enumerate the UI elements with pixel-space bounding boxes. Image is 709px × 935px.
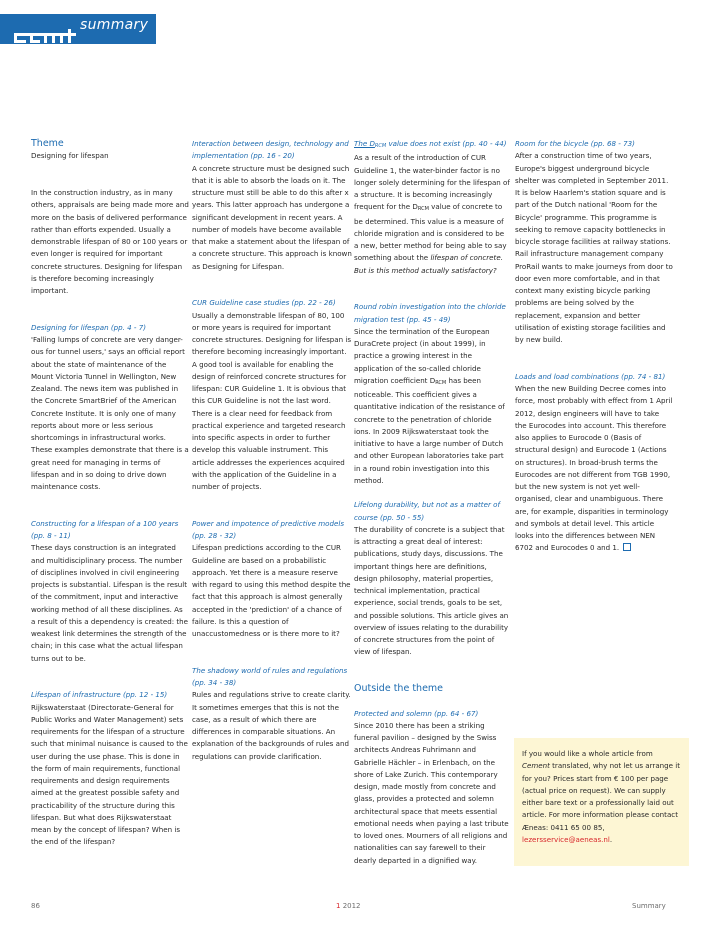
theme-subtitle: Designing for lifespan: [31, 151, 109, 161]
page-number: 86: [31, 902, 40, 910]
article-text: After a construction time of two years, Europe's biggest underground bicycle shelter was completed in September 2011. It is below Haarlem's station square and is part of the Dutch national 'Room for the Bicycle' programme. This programme is seeking to remove capacity bottlenecks in bicycle storage facilities at railway stations. Rail infrastructure management company ProRail wants to make journeys from door to door even more comfortable, and in that context many existing bicycle parking problems are being solved by the replacement, expansion and better utilisation of existing storage facilities and by new build.: [515, 151, 673, 344]
translation-info-box: [514, 738, 689, 866]
section-label: Summary: [632, 902, 666, 910]
cement-logo-icon: [14, 29, 76, 43]
info-text: If you would like a whole article from Cement translated, why not let us arrange it for you? Prices start from € 100 per page (actual price on request). We can supply either bare text or a professionally laid out article. For more information please contact Æneas: 0411 65 00 85, lezersservice@aeneas.nl.: [522, 749, 681, 844]
article-title: CUR Guideline case studies (pp. 22 - 26): [192, 298, 336, 308]
intro-text: In the construction industry, as in many others, appraisals are being made more and more on the basis of delivered performance rather than efforts expended. Usually a demonstrable lifespan of 80 or 100 years or even longer is required for important concrete structures. Designing for lifespan is therefore becoming increasingly important.: [31, 188, 189, 295]
article-text: Lifespan predictions according to the CUR Guideline are based on a probabilistic approach. Yet there is a measure reserve with regard to using this method despite the fact that this approach is almost generally accepted in the 'prediction' of a chance of failure. Is this a question of unaccustomedness or is there more to it?: [192, 543, 351, 638]
column-4: [515, 138, 673, 555]
article-text: The durability of concrete is a subject that is attracting a great deal of interest: publications, study days, discussions. The important things here are definitions, design philosophy, material properties, technical implementation, practical experience, social trends, goals to be set, and possible solutions. This article gives an overview of issues relating to the durability of concrete structures from the point of view of lifespan.: [354, 524, 509, 657]
article-text: These days construction is an integrated and multidisciplinary process. The number of disciplines involved in civil engineering projects is substantial. Lifespan is the result of the commitment, input and interactive working method of all these disciplines. As a result of this a dependency is created: the weakest link determines the strength of the chain; in this case what the actual lifespan turns out to be.: [31, 543, 188, 663]
article-text: Since the termination of the European DuraCrete project (in about 1999), in practice a growing interest in the application of the so-called chloride migration coefficient DRCM has been noticeable. This coefficient gives a quantitative indication of the resistance of concrete to the penetration of chloride ions. In 2009 Rijkswaterstaat took the initiative to have a large number of Dutch and other European laboratories take part in a round robin investigation into this method.: [354, 326, 505, 485]
article-title: Lifespan of infrastructure (pp. 12 - 15): [31, 690, 168, 700]
article-text: Since 2010 there has been a striking funeral pavilion – designed by the Swiss architects Andreas Fuhrimann and Gabrielle Hächler – in Erlenbach, on the shore of Lake Zurich. This contemporary design, made mostly from concrete and glass, provides a protected and solemn architectural space that meets essential emotional needs when paying a last tribute to loved ones. Mourners of all religions and nationalities can say farewell to their dearly departed in a dignified way.: [354, 720, 509, 865]
end-mark-icon: [623, 543, 631, 551]
article-title: Round robin investigation into the chloride migration test (pp. 45 - 49): [354, 302, 506, 324]
article-text: A concrete structure must be designed such that it is able to absorb the loads on it. The structure must still be able to do this after x years. This latter approach has undergone a significant development in recent years. A number of models have become available that make a statement about the lifespan of a concrete structure. This approach is known as Designing for Lifespan.: [192, 163, 352, 271]
header-word: summary: [80, 17, 149, 33]
article-title: Room for the bicycle (pp. 68 - 73): [515, 139, 635, 148]
column-1: [31, 138, 189, 849]
article-title: Interaction between design, technology and implementation (pp. 16 - 20): [192, 139, 349, 161]
article-title: Constructing for a lifespan of a 100 years (pp. 8 - 11): [31, 518, 179, 540]
article-title: Designing for lifespan (pp. 4 - 7): [31, 322, 146, 332]
article-title: Lifelong durability, but not as a matter of course (pp. 50 - 55): [354, 500, 500, 522]
article-text: 'Falling lumps of concrete are very danger-ous for tunnel users,' says an official report about the state of maintenance of the Mount Victoria Tunnel in Wellington, New Zealand. The news item was published in the Concrete SmartBrief of the American Concrete Institute. It is only one of many reports about more or less serious shortcomings in infrastructural works. These examples demonstrate that there is a great need for managing in terms of lifespan and in so doing to drive down maintenance costs.: [31, 335, 189, 491]
theme-heading: Theme: [31, 138, 64, 149]
article-text: Usually a demonstrable lifespan of 80, 100 or more years is required for important concrete structures. Designing for lifespan is therefore becoming increasingly important. A good tool is available for enabling the design of reinforced concrete structures for lifespan: CUR Guideline 1. It is obvious that this CUR Guideline is not the last word. There is a clear need for feedback from practical experience and targeted research into specific aspects in order to further develop this valuable instrument. This article addresses the experiences acquired with the application of the Guideline in a number of projects.: [192, 310, 352, 491]
article-text: When the new Building Decree comes into force, most probably with effect from 1 April 2012, design engineers will have to take the Eurocodes into account. This therefore also applies to Eurocode 0 (Basis of structural design) and Eurocode 1 (Actions on structures). In broad-brush terms the Eurocodes are not different from TGB 1990, but the new system is not yet well-organised, clear and unambiguous. There are, for example, disparities in terminology and symbols at detail level. This article looks into the differences between NEN 6702 and Eurocodes 0 and 1.: [515, 384, 673, 553]
header-banner: [0, 14, 156, 44]
article-text: As a result of the introduction of CUR Guideline 1, the water-binder factor is no longer solely determining for the lifespan of a structure. It is becoming increasingly frequent for the DRCM value of concrete to be determined. This value is a measure of chloride migration and is considered to be a new, better method for being able to say something about the lifespan of concrete. But is this method actually satisfactory?: [354, 153, 510, 275]
article-title: Loads and load combinations (pp. 74 - 81): [515, 371, 666, 381]
article-title: The shadowy world of rules and regulations (pp. 34 - 38): [192, 665, 348, 687]
article-title: Protected and solemn (pp. 64 - 67): [354, 708, 479, 718]
issue-label: 1 2012: [336, 902, 361, 910]
article-title: Power and impotence of predictive models (pp. 28 - 32): [192, 518, 345, 540]
article-text: Rules and regulations strive to create clarity. It sometimes emerges that this is not the case, as a result of which there are differences in comparable situations. An explanation of the backgrounds of rules and regulations can provide clarification.: [192, 690, 351, 761]
column-3: [354, 138, 510, 867]
article-text: Rijkswaterstaat (Directorate-General for Public Works and Water Management) sets requirements for the lifespan of a structure such that minimal nuisance is caused to the user during the use phase. This is done in the form of main requirements, functional requirements and design requirements aimed at the greatest possible safety and practicability of the structure during this lifespan. But what does Rijkswaterstaat mean by the concept of lifespan? When is the end of the lifespan?: [31, 702, 188, 847]
article-title: The DRCM value does not exist (pp. 40 - 44): [354, 139, 507, 149]
outside-theme-heading: Outside the theme: [354, 683, 444, 694]
contact-email-link[interactable]: lezersservice@aeneas.nl: [522, 834, 610, 844]
column-2: [192, 138, 352, 763]
